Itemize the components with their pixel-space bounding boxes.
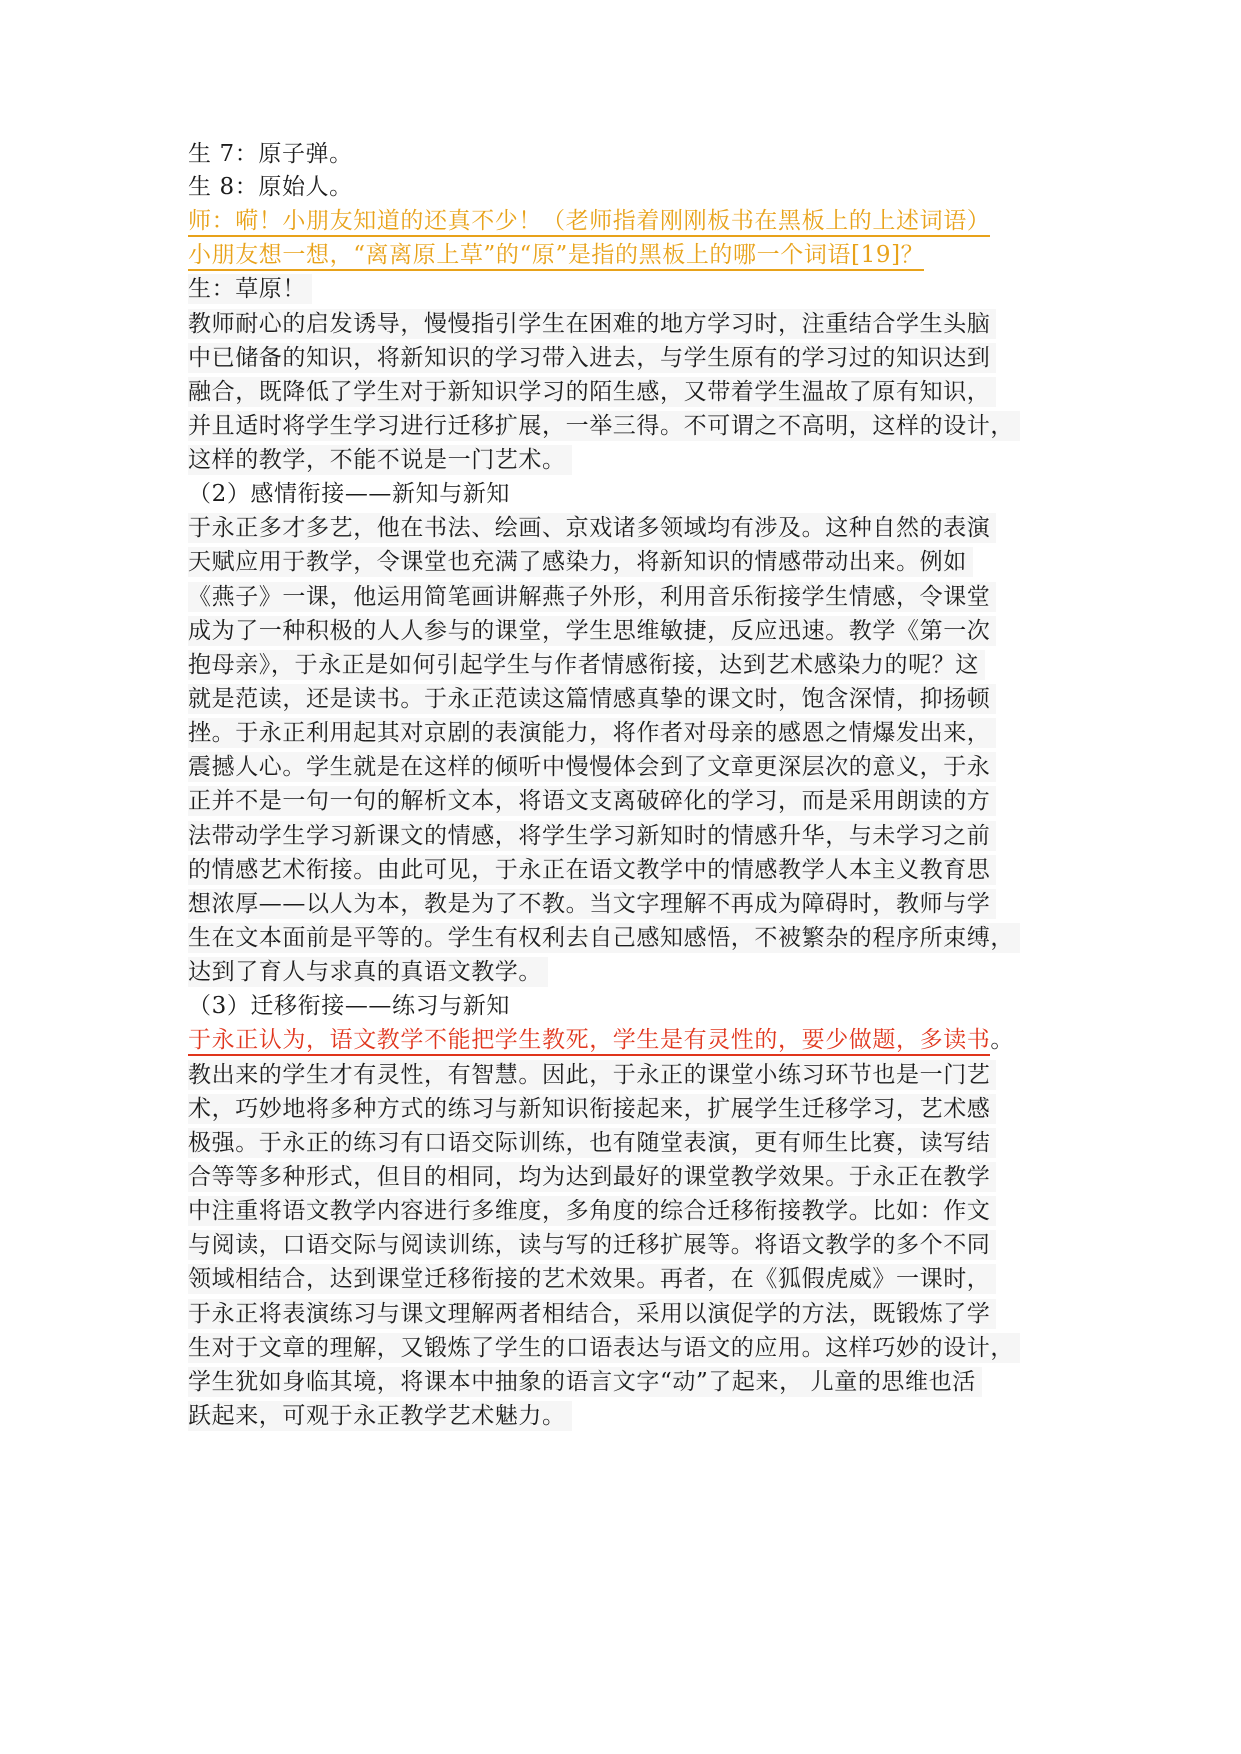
text-line bbox=[188, 547, 973, 577]
text-line bbox=[188, 1230, 996, 1260]
text-line bbox=[188, 718, 996, 748]
line-text: 达到了育人与求真的真语文教学。 bbox=[188, 959, 542, 985]
line-text: 融合，既降低了学生对于新知识学习的陌生感，又带着学生温故了原有知识， bbox=[188, 379, 991, 405]
text-line bbox=[188, 1196, 996, 1226]
line-text: 合等等多种形式，但目的相同，均为达到最好的课堂教学效果。于永正在教学 bbox=[188, 1164, 991, 1190]
highlighted-line-red bbox=[188, 1025, 1020, 1055]
section-heading bbox=[188, 991, 516, 1021]
text-line bbox=[188, 1264, 996, 1294]
line-text: 就是范读，还是读书。于永正范读这篇情感真挚的课文时，饱含深情，抑扬顿 bbox=[188, 686, 991, 712]
text-line bbox=[188, 889, 996, 919]
text-line bbox=[188, 1333, 1020, 1363]
text-line bbox=[188, 411, 1020, 441]
line-text: 生 7：原子弹。 bbox=[188, 141, 353, 167]
line-text: 生 8：原始人。 bbox=[188, 174, 353, 200]
text-line bbox=[188, 309, 996, 339]
line-text: 挫。于永正利用起其对京剧的表演能力，将作者对母亲的感恩之情爆发出来， bbox=[188, 720, 991, 746]
text-line bbox=[188, 1060, 996, 1090]
text-line bbox=[188, 445, 572, 475]
line-text: 的情感艺术衔接。由此可见，于永正在语文教学中的情感教学人本主义教育思 bbox=[188, 857, 991, 883]
line-text: 跃起来，可观于永正教学艺术魅力。 bbox=[188, 1403, 566, 1429]
text-line bbox=[188, 684, 996, 714]
line-text: 正并不是一句一句的解析文本，将语文支离破碎化的学习，而是采用朗读的方 bbox=[188, 788, 991, 814]
line-text: 法带动学生学习新课文的情感，将学生学习新知时的情感升华，与未学习之前 bbox=[188, 823, 991, 849]
text-line bbox=[188, 957, 548, 987]
section-heading bbox=[188, 479, 516, 509]
line-text: 领域相结合，达到课堂迁移衔接的艺术效果。再者，在《狐假虎威》一课时， bbox=[188, 1266, 991, 1292]
text-line bbox=[188, 923, 1020, 953]
heading-text: （3）迁移衔接——练习与新知 bbox=[188, 993, 511, 1019]
line-text: 与阅读，口语交际与阅读训练，读与写的迁移扩展等。将语文教学的多个不同 bbox=[188, 1232, 991, 1258]
line-text: 中注重将语文教学内容进行多维度，多角度的综合迁移衔接教学。比如：作文 bbox=[188, 1198, 991, 1224]
text-line bbox=[188, 786, 996, 816]
text-line bbox=[188, 1299, 996, 1329]
text-line bbox=[188, 1094, 996, 1124]
heading-text: （2）感情衔接——新知与新知 bbox=[188, 481, 511, 507]
text-line bbox=[188, 139, 359, 169]
line-text: 极强。于永正的练习有口语交际训练，也有随堂表演，更有师生比赛，读写结 bbox=[188, 1130, 991, 1156]
line-text: 学生犹如身临其境，将课本中抽象的语言文字“动”了起来， 儿童的思维也活 bbox=[188, 1369, 976, 1395]
text-line bbox=[188, 274, 312, 304]
line-text: 中已储备的知识，将新知识的学习带入进去，与学生原有的学习过的知识达到 bbox=[188, 345, 991, 371]
text-line bbox=[188, 1128, 996, 1158]
text-line bbox=[188, 616, 996, 646]
text-line bbox=[188, 855, 996, 885]
line-text: 震撼人心。学生就是在这样的倾听中慢慢体会到了文章更深层次的意义，于永 bbox=[188, 754, 991, 780]
line-text: 成为了一种积极的人人参与的课堂，学生思维敏捷，反应迅速。教学《第一次 bbox=[188, 618, 991, 644]
text-line bbox=[188, 513, 996, 543]
line-text: 于永正多才多艺，他在书法、绘画、京戏诸多领域均有涉及。这种自然的表演 bbox=[188, 515, 991, 541]
line-text: 生在文本面前是平等的。学生有权利去自己感知感悟，不被繁杂的程序所束缚， bbox=[188, 925, 1014, 951]
text-line bbox=[188, 650, 985, 680]
highlighted-line-orange bbox=[188, 206, 996, 236]
text-line bbox=[188, 582, 996, 612]
text-line bbox=[188, 1401, 572, 1431]
text-line bbox=[188, 172, 359, 202]
line-text: 抱母亲》，于永正是如何引起学生与作者情感衔接，达到艺术感染力的呢？这 bbox=[188, 652, 979, 678]
line-tail: 。 bbox=[990, 1027, 1015, 1053]
line-text: 教师耐心的启发诱导，慢慢指引学生在困难的地方学习时，注重结合学生头脑 bbox=[188, 311, 991, 337]
line-text: 这样的教学，不能不说是一门艺术。 bbox=[188, 447, 566, 473]
text-line bbox=[188, 377, 996, 407]
highlighted-line-orange bbox=[188, 240, 930, 270]
highlighted-text-orange: 小朋友想一想，“离离原上草”的“原”是指的黑板上的哪一个词语[19]？ bbox=[188, 242, 924, 271]
line-text: 教出来的学生才有灵性，有智慧。因此，于永正的课堂小练习环节也是一门艺 bbox=[188, 1062, 991, 1088]
line-text: 术，巧妙地将多种方式的练习与新知识衔接起来，扩展学生迁移学习，艺术感 bbox=[188, 1096, 991, 1122]
text-line bbox=[188, 1162, 996, 1192]
text-line bbox=[188, 1367, 982, 1397]
text-line bbox=[188, 821, 996, 851]
line-text: 并且适时将学生学习进行迁移扩展，一举三得。不可谓之不高明，这样的设计， bbox=[188, 413, 1014, 439]
line-text: 生：草原！ bbox=[188, 276, 306, 302]
highlighted-text-orange: 师：嗬！小朋友知道的还真不少！（老师指着刚刚板书在黑板上的上述词语） bbox=[188, 208, 990, 237]
line-text: 想浓厚——以人为本，教是为了不教。当文字理解不再成为障碍时，教师与学 bbox=[188, 891, 991, 917]
line-text: 《燕子》一课，他运用简笔画讲解燕子外形，利用音乐衔接学生情感，令课堂 bbox=[188, 584, 991, 610]
line-text: 天赋应用于教学，令课堂也充满了感染力，将新知识的情感带动出来。例如 bbox=[188, 549, 967, 575]
line-text: 于永正将表演练习与课文理解两者相结合，采用以演促学的方法，既锻炼了学 bbox=[188, 1301, 991, 1327]
text-line bbox=[188, 343, 996, 373]
highlighted-text-red: 于永正认为，语文教学不能把学生教死，学生是有灵性的，要少做题，多读书 bbox=[188, 1027, 990, 1056]
line-text: 生对于文章的理解，又锻炼了学生的口语表达与语文的应用。这样巧妙的设计， bbox=[188, 1335, 1014, 1361]
text-line bbox=[188, 752, 996, 782]
